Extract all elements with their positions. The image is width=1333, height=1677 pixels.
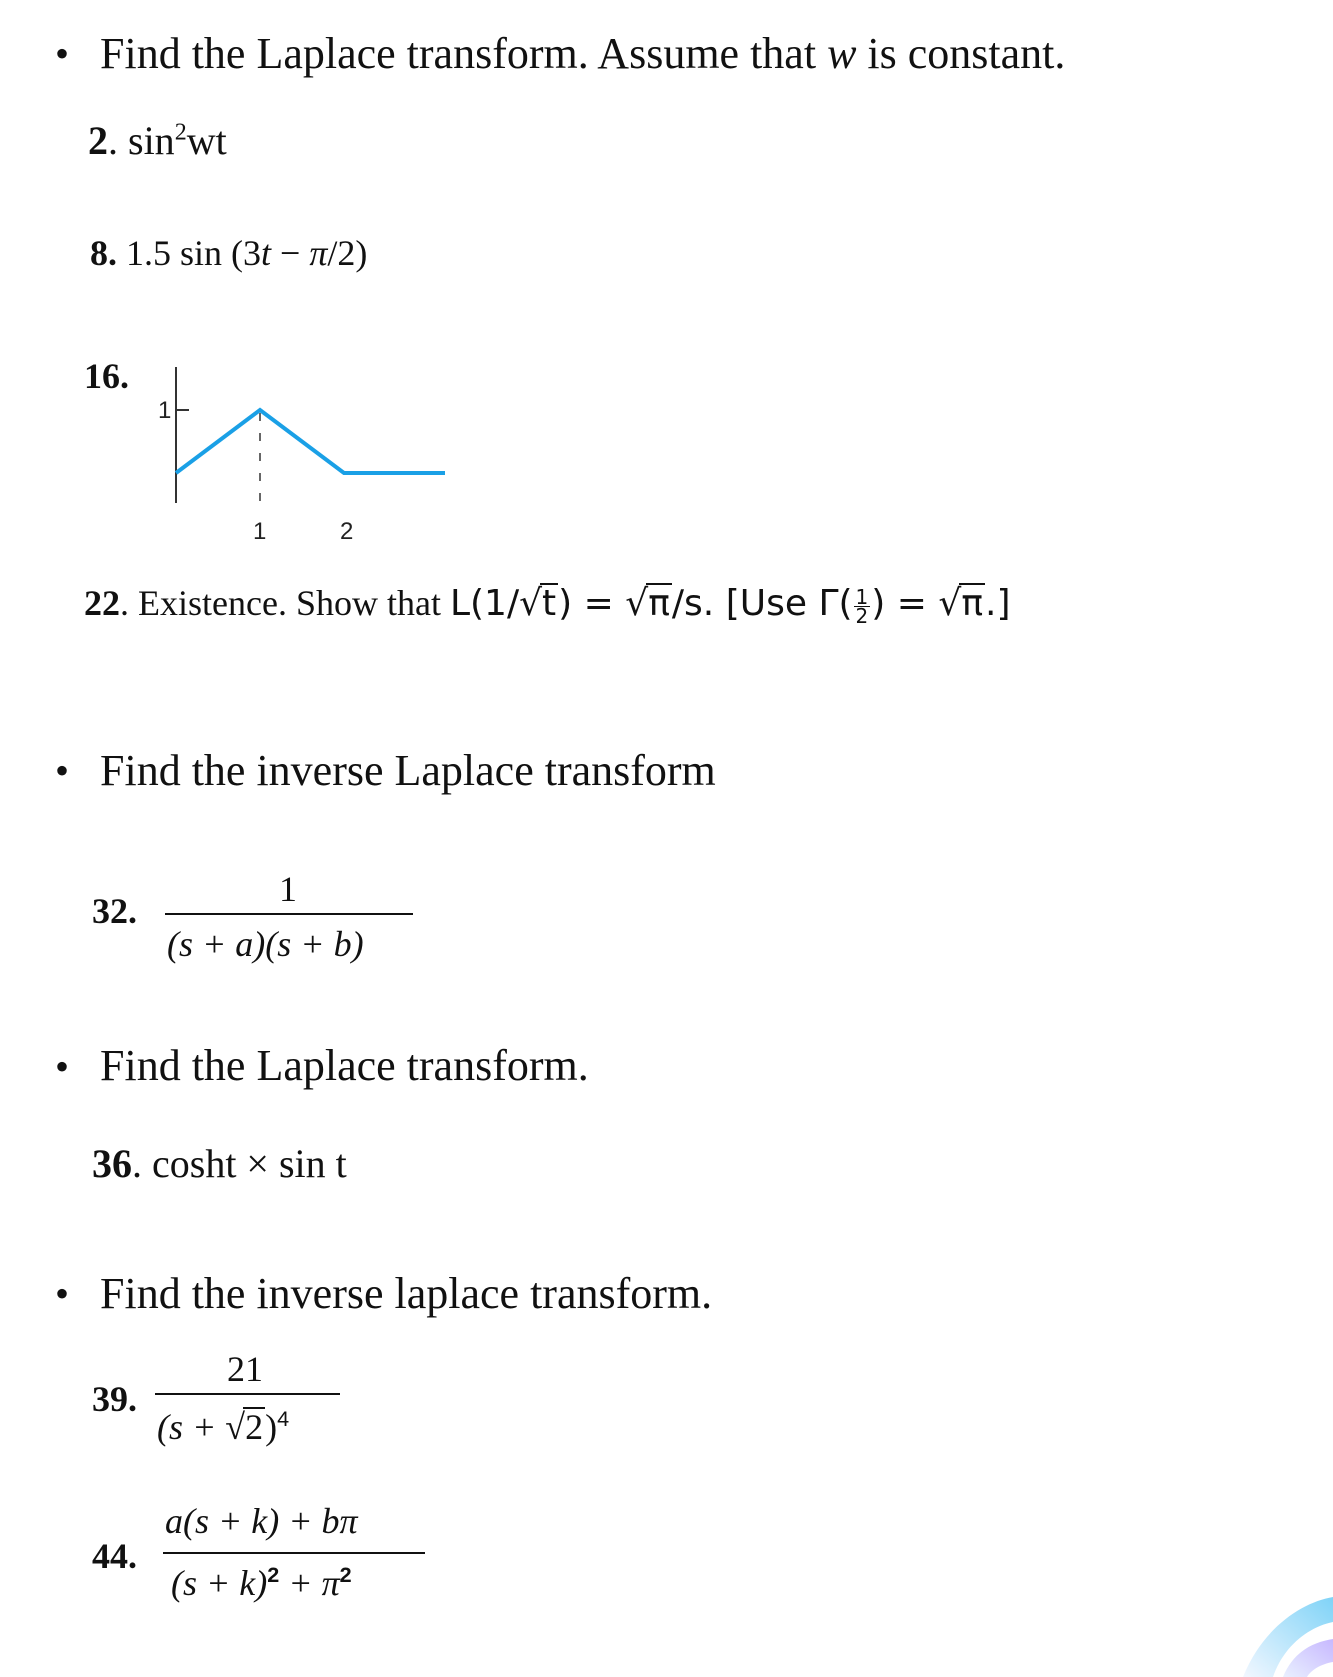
problem-39-number: 39. [92, 1379, 137, 1419]
section-heading-4: Find the inverse laplace transform. [100, 1269, 713, 1318]
problem-39-denominator: $(s + √2)^4$ [157, 1406, 290, 1447]
problem-32-number: 32. [92, 891, 137, 931]
problem-39-fraction [155, 1348, 340, 1458]
problem-32-denominator: (s + a)(s + b) [167, 924, 364, 964]
problem-44-denominator: $(s + k)^2 + \pi^2$ [171, 1562, 352, 1603]
problem-16-number: 16. [84, 356, 129, 396]
problem-32-fraction [165, 868, 413, 968]
section-heading-2: Find the inverse Laplace transform [100, 746, 716, 795]
bullet-3: • [55, 1044, 70, 1089]
bullet-2: • [55, 748, 70, 793]
decorative-corner-swoosh [1223, 1567, 1333, 1677]
problem-44-number: 44. [92, 1536, 137, 1576]
graph-signal-line [176, 410, 445, 473]
problem-16-graph [145, 355, 445, 555]
problem-44-fraction [163, 1500, 425, 1620]
problem-2: 2. $\sin^2wt$ [88, 118, 227, 163]
bullet-4: • [55, 1271, 70, 1316]
half-fraction: $\frac{1}{2}$ [855, 585, 869, 629]
problem-39-numerator: 21 [227, 1349, 263, 1389]
fraction-bar [155, 1393, 340, 1395]
graph-y-tick-label: 1 [158, 397, 172, 424]
fraction-bar [165, 913, 413, 915]
section-heading-3: Find the Laplace transform. [100, 1041, 589, 1090]
problem-22: 22. Existence. Show that L(1/√t) = √π/s. [Use Γ( $\frac{1}{2}$ ) = √π.] [84, 583, 1011, 629]
fraction-bar [163, 1552, 425, 1554]
section-heading-1: Find the Laplace transform. Assume that w is constant. [100, 29, 1066, 78]
graph-x-tick-label-1: 1 [253, 518, 267, 545]
problem-36: 36. cosht × sin t [92, 1141, 347, 1186]
graph-x-tick-label-2: 2 [340, 518, 354, 545]
problem-44-numerator: a(s + k) + bπ [165, 1501, 358, 1541]
bullet-1: • [55, 31, 70, 76]
problem-8: 8. 1.5 sin (3t − π/2) [90, 233, 368, 273]
problem-32-numerator: 1 [279, 869, 297, 909]
